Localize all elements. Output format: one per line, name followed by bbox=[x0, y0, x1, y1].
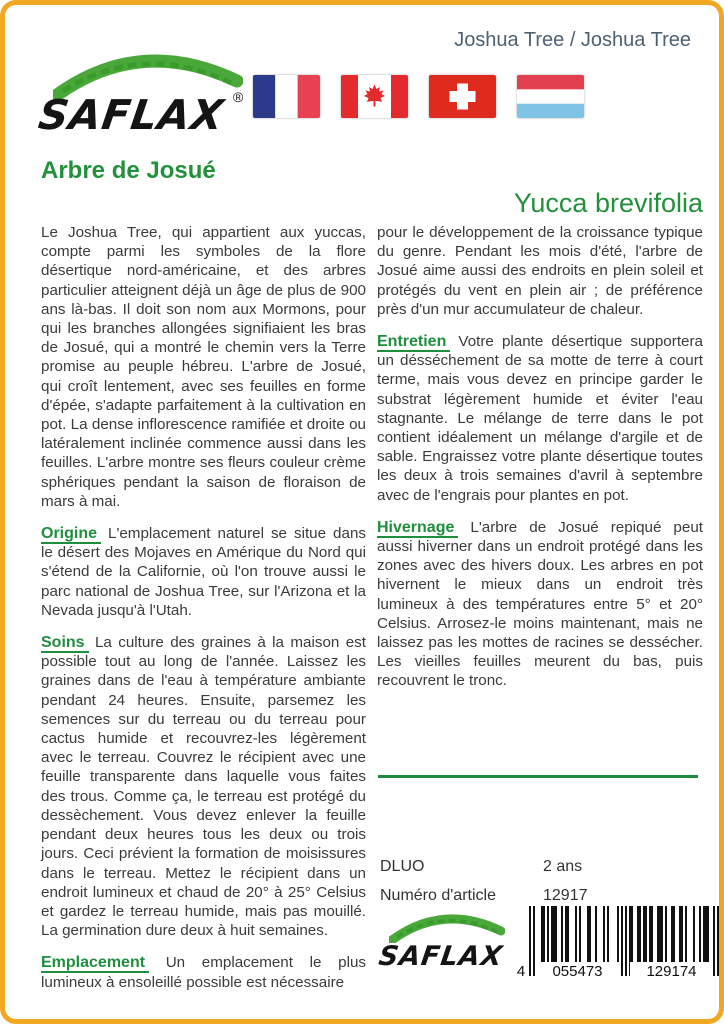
ean13-barcode bbox=[515, 906, 721, 998]
barcode-digit-group2: 129174 bbox=[630, 962, 713, 982]
section-text-soins: La culture des graines à la maison est possible tout au long de l'année. Laissez les graines dans de l'eau à température ambiante pendant 24 heures. Ensuite, parsemez les semences sur du terreau ou du terreau pour cactus humide et recouvrez-les légèrement avec le terreau. Couvrez le récipient avec une feuille transparente dans laquelle vous faites des trous. Comme ça, le terreau est protégé du dessèchement. Vous devez enlever la feuille pendant deux heures tous les deux ou trois jours. Ceci prévient la formation de moisissures dans le terreau. Mettez le récipient dans un endroit lumineux et chaud de 20° à 25° Celsius et gardez le terreau humide, mais pas mouillé. La germination dure deux à huit semaines. bbox=[41, 634, 366, 940]
section-origine bbox=[41, 524, 366, 620]
section-soins bbox=[41, 633, 366, 940]
article-number-value: 12917 bbox=[543, 887, 588, 904]
section-heading-emplacement: Emplacement bbox=[41, 954, 149, 973]
saflax-logo-small bbox=[377, 903, 517, 993]
dluo-label: DLUO bbox=[380, 858, 425, 875]
section-heading-soins: Soins bbox=[41, 634, 89, 653]
section-text-hivernage: L'arbre de Josué repiqué peut aussi hiverner dans un endroit protégé dans les zones avec des hivers doux. Les arbres en pot hivernent le mieux dans un endroit très lumineux à des températures entre 5° et 20° Celsius. Arrosez-le moins maintenant, mais ne laissez pas les mottes de racines se dessécher. Les vieilles feuilles meurent du bas, puis recouvrent le tronc. bbox=[377, 518, 703, 690]
brand-name-small: SAFLAX bbox=[376, 941, 505, 972]
barcode-digit-group1: 055473 bbox=[536, 962, 619, 982]
flag-france-icon bbox=[253, 75, 320, 118]
section-entretien bbox=[377, 332, 703, 505]
intro-paragraph: Le Joshua Tree, qui appartient aux yuccas, compte parmi les symboles de la flore désertique nord-américaine, et des arbres particulier atteignent déjà un âge de plus de 900 ans là-bas. Il doit son nom aux Mormons, pour qui les branches allongées signifiaient les bras de Josué, qui a montré le chemin vers la Terre promise au peuple hébreu. L'arbre de Josué, qui croît lentement, avec ses feuilles en forme d'épée, s'adapte parfaitement à la cultivation en pot. La dense inflorescence ramifiée et droite ou latéralement inclinée commence aussi dans les feuilles. L'arbre montre ses fleurs couleur crème sphériques pendant la saison de floraison de mars à mai. bbox=[41, 224, 366, 510]
left-column bbox=[41, 223, 366, 1005]
logo-arc-small-icon bbox=[389, 909, 505, 943]
continuation-paragraph: pour le développement de la croissance typique du genre. Pendant les mois d'été, l'arbre de Josué aime aussi des endroits en plein soleil et protégés du vent en plein air ; de préférence près d'un mur accumulateur de chaleur. bbox=[377, 224, 703, 318]
registered-mark: ® bbox=[233, 89, 244, 105]
section-text-entretien: Votre plante désertique supportera un désséchement de sa motte de terre à court terme, mais vous devez en principe garder le substrat légèrement humide et éviter l'eau stagnante. Le mélange de terre dans le pot contient idéalement un mélange d'argile et de sable. Engraissez votre plante désertique toutes les deux à trois semaines d'avril à septembre avec de l'engrais pour plantes en pot. bbox=[377, 333, 703, 504]
page-title: Arbre de Josué bbox=[41, 157, 216, 184]
info-row-dluo bbox=[380, 858, 705, 876]
section-heading-hivernage: Hivernage bbox=[377, 519, 458, 538]
article-number-label: Numéro d'article bbox=[380, 887, 496, 904]
section-heading-entretien: Entretien bbox=[377, 333, 450, 352]
dluo-value: 2 ans bbox=[543, 858, 583, 875]
section-text-emplacement: Un emplacement le plus lumineux à ensoleillé possible est nécessaire bbox=[41, 954, 366, 991]
variety-title: Joshua Tree / Joshua Tree bbox=[454, 29, 691, 51]
barcode-digit-left: 4 bbox=[516, 963, 526, 980]
section-text-origine: L'emplacement naturel se situe dans le désert des Mojaves en Amérique du Nord qui s'étend de la Californie, où l'on trouve aussi le parc national de Joshua Tree, sur l'Arizona et la Nevada jusqu'à l'Utah. bbox=[41, 525, 366, 619]
section-emplacement bbox=[41, 953, 366, 991]
section-heading-origine: Origine bbox=[41, 525, 101, 544]
flag-row bbox=[253, 75, 584, 118]
saflax-logo bbox=[35, 43, 254, 139]
right-column bbox=[377, 223, 703, 704]
section-hivernage bbox=[377, 518, 703, 691]
botanical-name: Yucca brevifolia bbox=[513, 188, 703, 218]
footer-divider bbox=[378, 775, 698, 778]
brand-name: SAFLAX bbox=[35, 91, 228, 139]
flag-switzerland-icon bbox=[429, 75, 496, 118]
flag-luxembourg-icon bbox=[517, 75, 584, 118]
flag-canada-icon bbox=[341, 75, 408, 118]
